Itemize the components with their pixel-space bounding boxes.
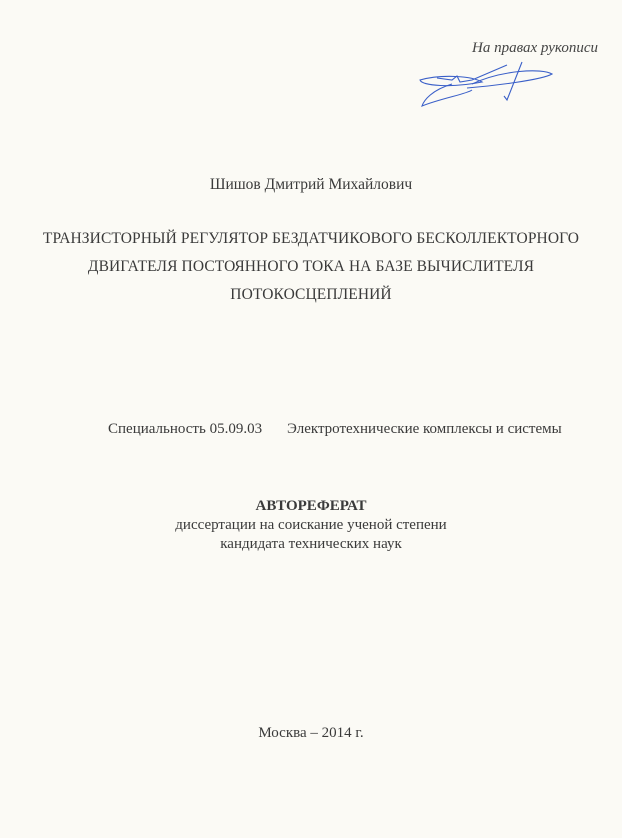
specialty-name: Электротехнические комплексы и системы	[287, 421, 562, 437]
specialty-code: Специальность 05.09.03	[108, 421, 263, 437]
place-year: Москва – 2014 г.	[258, 725, 364, 741]
signature	[412, 60, 562, 110]
title-line-3: ПОТОКОСЦЕПЛЕНИЙ	[230, 286, 392, 303]
title-line-2: ДВИГАТЕЛЯ ПОСТОЯННОГО ТОКА НА БАЗЕ ВЫЧИСЛИТЕЛЯ	[87, 258, 535, 275]
abstract-heading: АВТОРЕФЕРАТ	[255, 498, 367, 514]
title-line-1: ТРАНЗИСТОРНЫЙ РЕГУЛЯТОР БЕЗДАТЧИКОВОГО БЕСКОЛЛЕКТОРНОГО	[42, 230, 580, 247]
author-name: Шишов Дмитрий Михайлович	[209, 176, 413, 193]
abstract-subtitle-1: диссертации на соискание ученой степени	[175, 517, 447, 533]
abstract-subtitle-2: кандидата технических наук	[220, 536, 402, 552]
manuscript-rights-note: На правах рукописи	[472, 40, 598, 56]
